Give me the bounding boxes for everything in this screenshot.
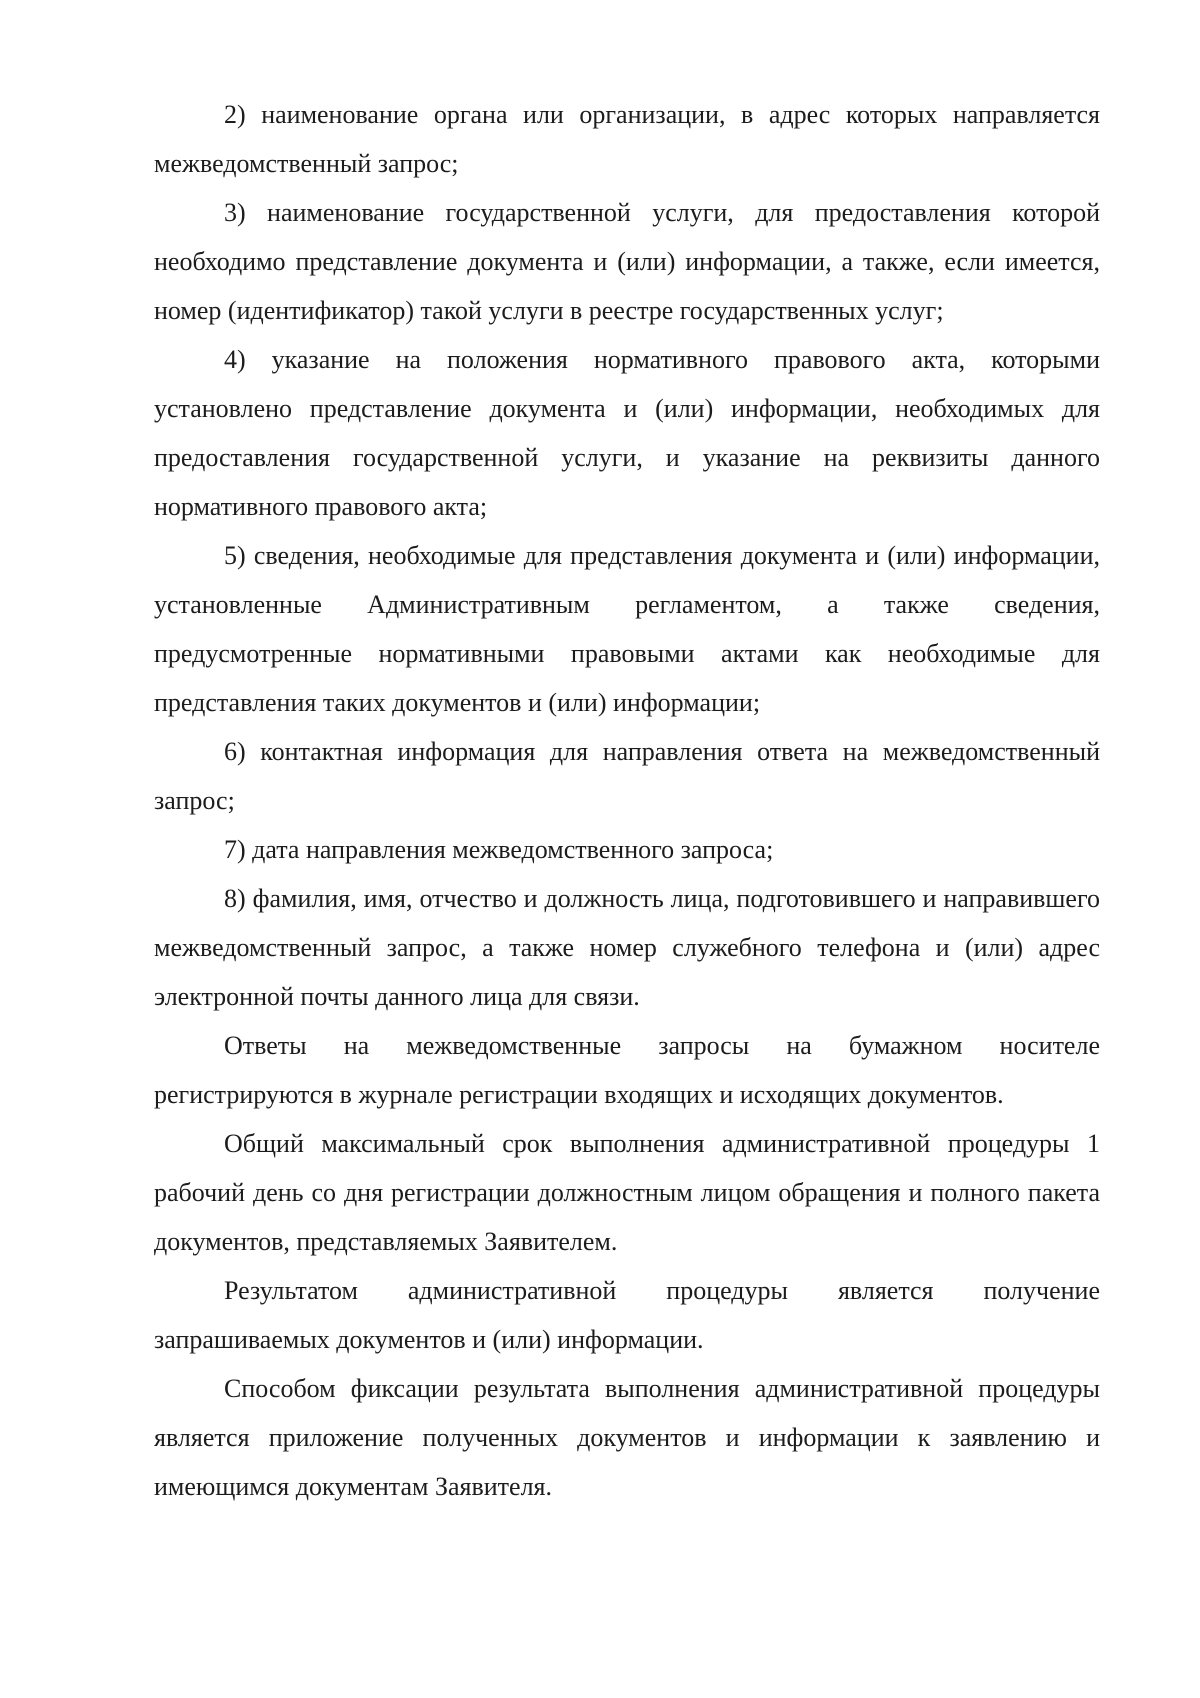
paragraph-responses-registration: Ответы на межведомственные запросы на бумажном носителе регистрируются в журнале регистрации входящих и исходящих документов. bbox=[154, 1031, 1100, 1109]
list-item-request-date: 7) дата направления межведомственного запроса; bbox=[224, 835, 774, 864]
document-body bbox=[154, 90, 1100, 1511]
list-item-organization-name: 2) наименование органа или организации, в адрес которых направляется межведомственный запрос; bbox=[154, 100, 1100, 178]
list-item-service-name: 3) наименование государственной услуги, для предоставления которой необходимо представление документа и (или) информации, а также, если имеется, номер (идентификатор) такой услуги в реестре государственных услуг; bbox=[154, 198, 1100, 325]
list-item-responsible-person: 8) фамилия, имя, отчество и должность лица, подготовившего и направившего межведомственный запрос, а также номер служебного телефона и (или) адрес электронной почты данного лица для связи. bbox=[154, 884, 1100, 1011]
list-item-required-information: 5) сведения, необходимые для представления документа и (или) информации, установленные Административным регламентом, а также сведения, предусмотренные нормативными правовыми актами как необходимые для представления таких документов и (или) информации; bbox=[154, 541, 1100, 717]
paragraph-result-fixation: Способом фиксации результата выполнения административной процедуры является приложение полученных документов и информации к заявлению и имеющимся документам Заявителя. bbox=[154, 1374, 1100, 1501]
paragraph-procedure-result: Результатом административной процедуры является получение запрашиваемых документов и (или) информации. bbox=[154, 1276, 1100, 1354]
list-item-legal-act-reference: 4) указание на положения нормативного правового акта, которыми установлено представление документа и (или) информации, необходимых для предоставления государственной услуги, и указание на реквизиты данного нормативного правового акта; bbox=[154, 345, 1100, 521]
paragraph-procedure-deadline: Общий максимальный срок выполнения административной процедуры 1 рабочий день со дня регистрации должностным лицом обращения и полного пакета документов, представляемых Заявителем. bbox=[154, 1129, 1100, 1256]
list-item-contact-information: 6) контактная информация для направления ответа на межведомственный запрос; bbox=[154, 737, 1100, 815]
